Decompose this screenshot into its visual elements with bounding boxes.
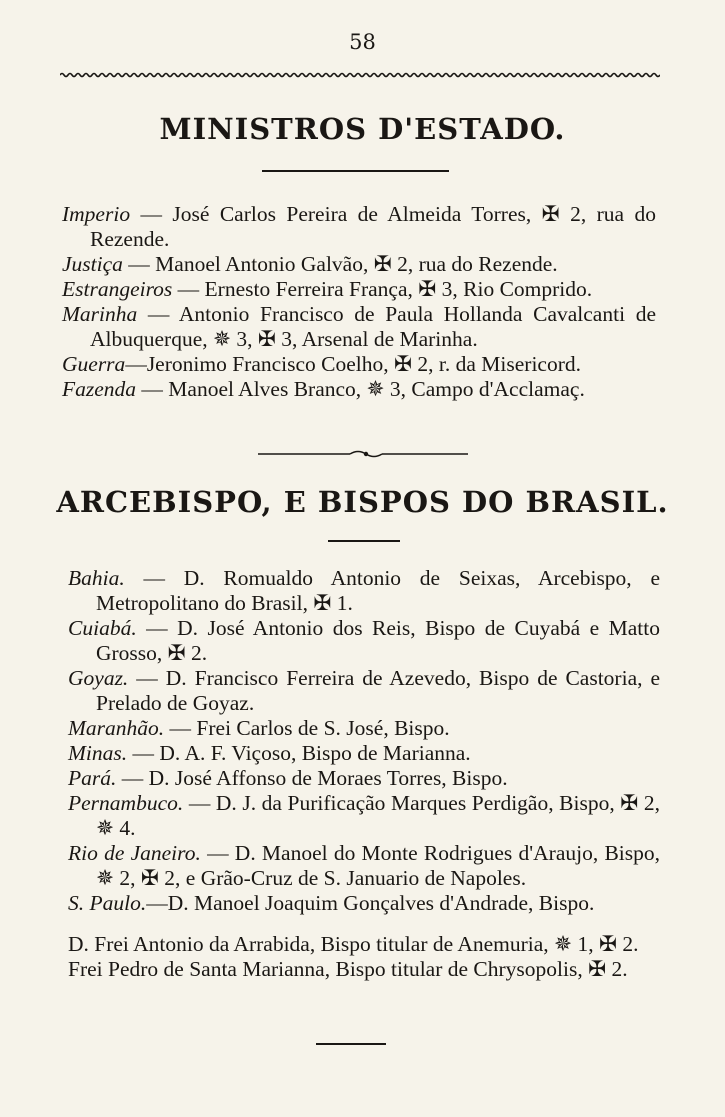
list-item [68,716,660,741]
diocese-label: S. Paulo. [68,891,147,915]
bishop-text: — D. A. F. Viçoso, Bispo de Marianna. [127,741,471,765]
minister-text: — José Carlos Pereira de Almeida Torres, ✠ 2, rua do Rezende. [90,202,656,251]
page-number: 58 [349,30,376,54]
bispos-list [68,566,660,916]
minister-text: — Antonio Francisco de Paula Hollanda Cavalcanti de Albuquerque, ✵ 3, ✠ 3, Arsenal de Marinha. [90,302,656,351]
list-item [68,616,660,666]
list-item [68,566,660,616]
ornament-divider [258,447,468,461]
list-item [68,932,660,957]
diocese-label: Goyaz. [68,666,129,690]
top-wavy-rule [60,72,660,78]
list-item [68,891,660,916]
list-item [68,841,660,891]
titular-bishops-list [68,932,660,982]
ministry-label: Estrangeiros [62,277,173,301]
titular-bishop-text: D. Frei Antonio da Arrabida, Bispo titular de Anemuria, ✵ 1, ✠ 2. [68,932,639,956]
ministry-label: Imperio [62,202,131,226]
ministry-label: Fazenda [62,377,137,401]
list-item [62,377,656,402]
list-item [68,766,660,791]
bishop-text: — D. Francisco Ferreira de Azevedo, Bispo de Castoria, e Prelado de Goyaz. [96,666,660,715]
diocese-label: Bahia. [68,566,125,590]
list-item [68,741,660,766]
minister-text: — Ernesto Ferreira França, ✠ 3, Rio Comprido. [172,277,593,301]
list-item [62,277,656,302]
heading-underline [262,170,449,172]
ministros-list [62,202,656,402]
list-item [68,791,660,841]
diocese-label: Pernambuco. [68,791,184,815]
diocese-label: Minas. [68,741,128,765]
closing-rule [316,1043,386,1045]
diocese-label: Cuiabá. [68,616,137,640]
bishop-text: — D. Romualdo Antonio de Seixas, Arcebispo, e Metropolitano do Brasil, ✠ 1. [96,566,660,615]
bishop-text: — D. J. da Purificação Marques Perdigão, Bispo, ✠ 2, ✵ 4. [96,791,660,840]
list-item [62,352,656,377]
titular-bishop-text: Frei Pedro de Santa Marianna, Bispo titular de Chrysopolis, ✠ 2. [68,957,628,981]
ministry-label: Marinha [62,302,138,326]
bishop-text: — Frei Carlos de S. José, Bispo. [164,716,450,740]
diocese-label: Maranhão. [68,716,165,740]
list-item [68,957,660,982]
minister-text: — Manoel Antonio Galvão, ✠ 2, rua do Rezende. [122,252,558,276]
list-item [62,302,656,352]
diocese-label: Pará. [68,766,117,790]
list-item [62,252,656,277]
heading-underline [328,540,400,542]
ministros-heading: MINISTROS D'ESTADO. [159,112,566,146]
diocese-label: Rio de Janeiro. [68,841,201,865]
ministry-label: Justiça [62,252,123,276]
bishop-text: — D. José Antonio dos Reis, Bispo de Cuyabá e Matto Grosso, ✠ 2. [96,616,660,665]
bishop-text: —D. Manoel Joaquim Gonçalves d'Andrade, Bispo. [146,891,595,915]
bishop-text: — D. José Affonso de Moraes Torres, Bispo. [116,766,508,790]
ministry-label: Guerra [62,352,126,376]
bishop-text: — D. Manoel do Monte Rodrigues d'Araujo, Bispo, ✵ 2, ✠ 2, e Grão-Cruz de S. Januario de Napoles. [96,841,660,890]
bispos-heading: ARCEBISPO, E BISPOS DO BRASIL. [56,485,669,519]
minister-text: —Jeronimo Francisco Coelho, ✠ 2, r. da Misericord. [125,352,582,376]
minister-text: — Manoel Alves Branco, ✵ 3, Campo d'Acclamaç. [136,377,585,401]
list-item [68,666,660,716]
list-item [62,202,656,252]
